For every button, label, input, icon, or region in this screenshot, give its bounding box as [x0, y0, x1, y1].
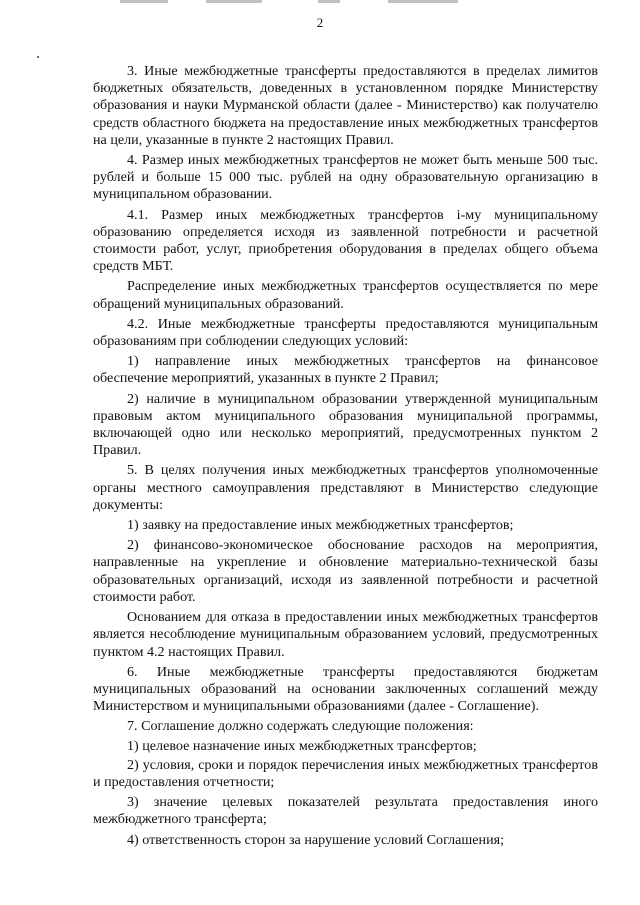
page-number: 2: [316, 15, 324, 30]
document-1: 1) заявку на предоставление иных межбюджетных трансфертов;: [127, 517, 514, 534]
paragraph-6: 6. Иные межбюджетные трансферты предоставляются бюджетам муниципальных образований на основании заключенных соглашений между Министерством и муниципальными образованиями (далее - Соглашение).: [93, 663, 598, 715]
scan-artifact-bar: [120, 0, 168, 3]
document-2: 2) финансово-экономическое обоснование расходов на мероприятия, направленные на укрепление и обновление материально-технической базы образовательных организаций, исходя из заявленной потребности и расчетной стоимости работ.: [93, 537, 598, 605]
scan-artifact-bar: [318, 0, 340, 3]
condition-1: 1) направление иных межбюджетных трансфертов на финансовое обеспечение мероприятий, указанных в пункте 2 Правил;: [93, 353, 598, 387]
provision-3: 3) значение целевых показателей результата предоставления иного межбюджетного трансферта;: [93, 794, 598, 828]
provision-2: 2) условия, сроки и порядок перечисления иных межбюджетных трансфертов и предоставления отчетности;: [93, 756, 598, 790]
paragraph-3: 3. Иные межбюджетные трансферты предоставляются в пределах лимитов бюджетных обязательств, доведенных в установленном порядке Министерству образования и науки Мурманской области (далее - Министерство) как получателю средств областного бюджета на предоставление иных межбюджетных трансфертов на цели, указанные в пункте 2 настоящих Правил.: [93, 63, 598, 148]
scan-artifact-dot: [37, 56, 39, 58]
document-body: [93, 63, 598, 852]
paragraph-distribution: Распределение иных межбюджетных трансфертов осуществляется по мере обращений муниципальных образований.: [93, 278, 598, 312]
paragraph-4: 4. Размер иных межбюджетных трансфертов не может быть меньше 500 тыс. рублей и больше 15 000 тыс. рублей на одну образовательную организацию в муниципальном образовании.: [93, 152, 598, 203]
paragraph-5: 5. В целях получения иных межбюджетных трансфертов уполномоченные органы местного самоуправления представляют в Министерство следующие документы:: [93, 462, 598, 513]
provision-1: 1) целевое назначение иных межбюджетных трансфертов;: [127, 737, 477, 754]
provision-4: 4) ответственность сторон за нарушение условий Соглашения;: [127, 831, 505, 848]
paragraph-4-2: 4.2. Иные межбюджетные трансферты предоставляются муниципальным образованиям при соблюдении следующих условий:: [93, 315, 598, 350]
paragraph-4-1: 4.1. Размер иных межбюджетных трансфертов i-му муниципальному образованию определяется исходя из заявленной потребности и расчетной стоимости работ, услуг, приобретения оборудования в пределах общего объема средств МБТ.: [93, 206, 598, 275]
paragraph-refusal: Основанием для отказа в предоставлении иных межбюджетных трансфертов является несоблюдение муниципальным образованием условий, предусмотренных пунктом 4.2 настоящих Правил.: [93, 609, 598, 660]
condition-2: 2) наличие в муниципальном образовании утвержденной муниципальным правовым актом муниципального образования муниципальной программы, включающей одно или несколько мероприятий, предусмотренных пунктом 2 Правил.: [93, 390, 598, 459]
scan-artifact-bar: [388, 0, 458, 3]
scan-artifact-bar: [206, 0, 262, 3]
paragraph-7: 7. Соглашение должно содержать следующие положения:: [127, 718, 474, 735]
